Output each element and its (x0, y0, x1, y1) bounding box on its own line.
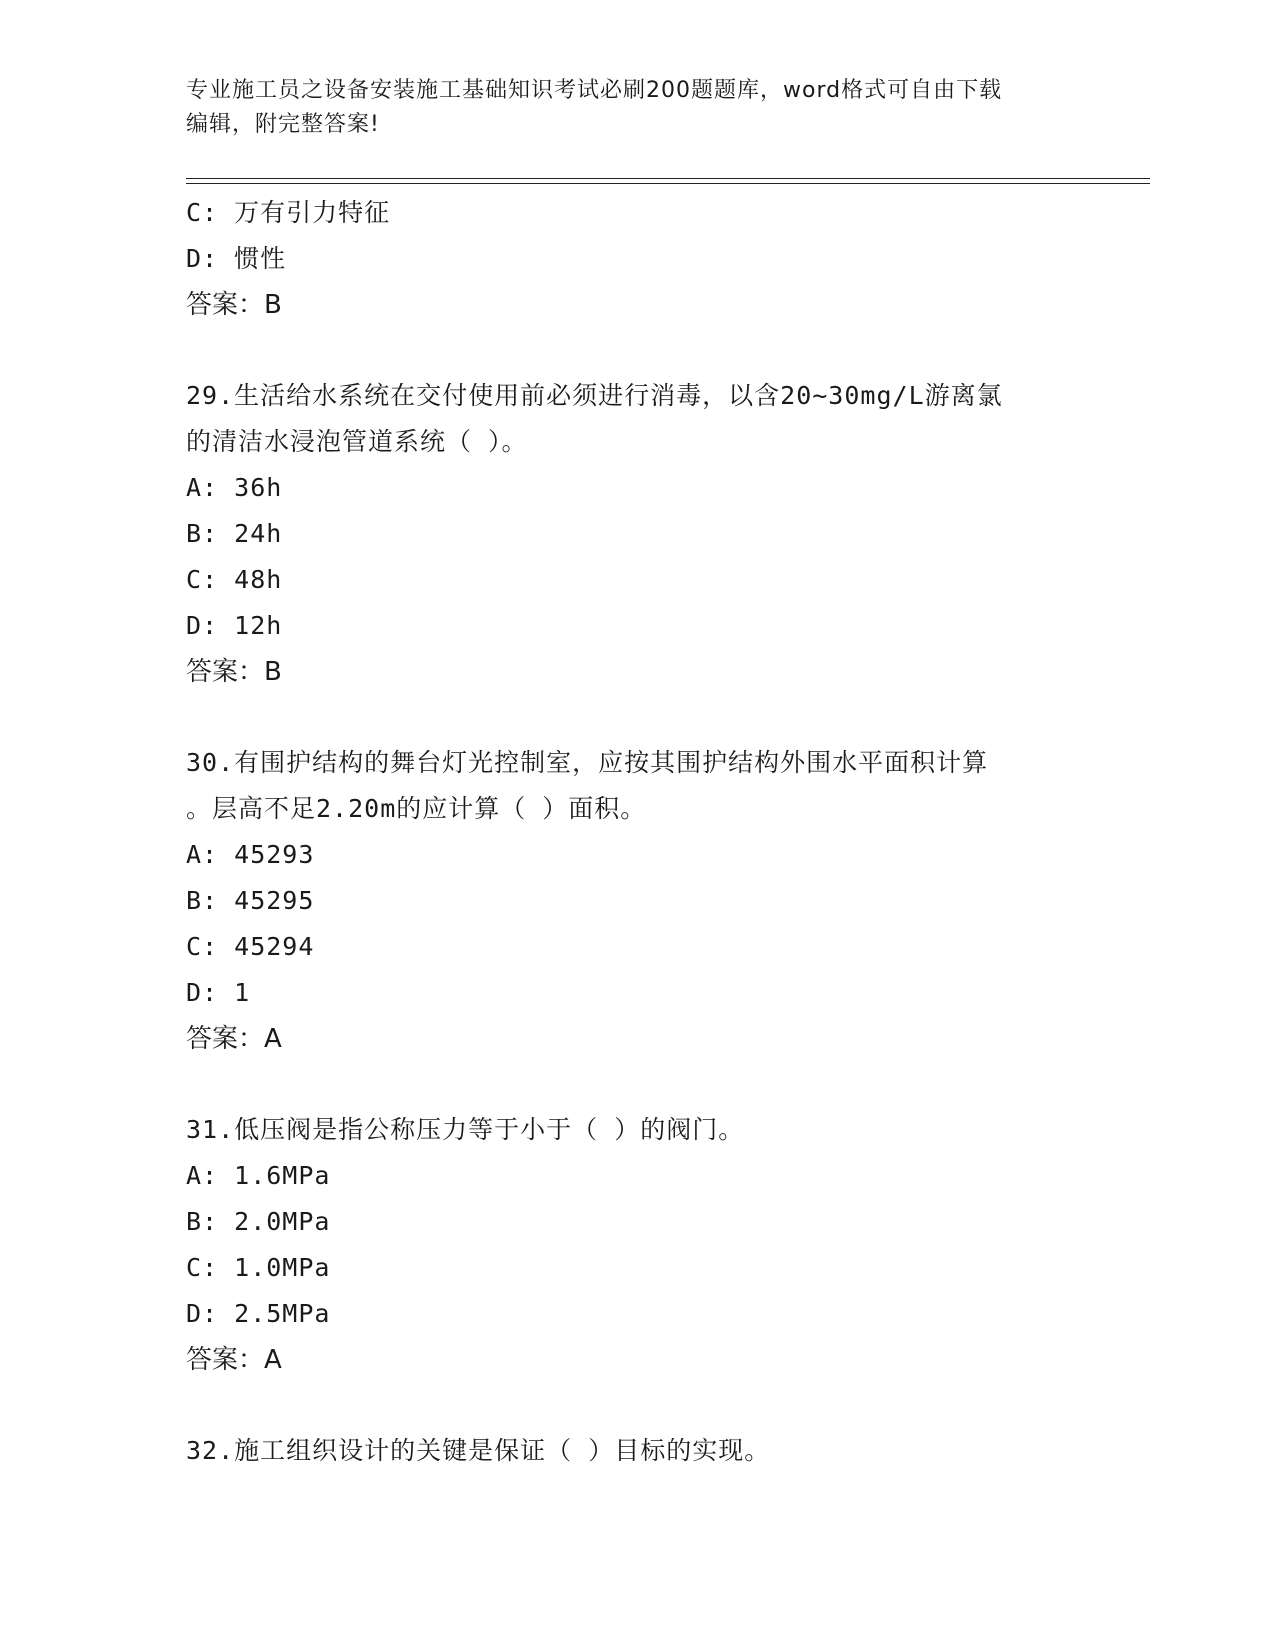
option-c: C: 万有引力特征 (186, 198, 391, 227)
option-a: A: 36h (186, 473, 283, 502)
question-stem-continued: 。层高不足2.20m的应计算（ ）面积。 (186, 794, 647, 823)
question-29 (186, 373, 1086, 695)
question-32 (186, 1428, 1086, 1474)
option-a: A: 45293 (186, 840, 315, 869)
answer-line: 答案：B (186, 657, 282, 687)
question-stem: 29.生活给水系统在交付使用前必须进行消毒，以含20~30mg/L游离氯 (186, 381, 1003, 410)
answer-line: 答案：A (186, 1345, 282, 1375)
option-b: B: 45295 (186, 886, 315, 915)
spacer (186, 1383, 1086, 1428)
header-divider-top (186, 178, 1150, 179)
question-stem-continued: 的清洁水浸泡管道系统（ ）。 (186, 427, 528, 456)
option-c: C: 1.0MPa (186, 1253, 331, 1282)
question-stem: 30.有围护结构的舞台灯光控制室，应按其围护结构外围水平面积计算 (186, 748, 989, 777)
option-d: D: 12h (186, 611, 283, 640)
question-30 (186, 740, 1086, 1062)
question-stem: 32.施工组织设计的关键是保证（ ）目标的实现。 (186, 1436, 771, 1465)
header-divider-bottom (186, 183, 1150, 184)
option-b: B: 24h (186, 519, 283, 548)
option-a: A: 1.6MPa (186, 1161, 331, 1190)
document-header (186, 74, 1086, 142)
spacer (186, 1062, 1086, 1107)
option-d: D: 1 (186, 978, 251, 1007)
question-list (186, 190, 1086, 1474)
header-title-line-1: 专业施工员之设备安装施工基础知识考试必刷200题题库，word格式可自由下载 (186, 78, 1003, 103)
question-31 (186, 1107, 1086, 1383)
option-c: C: 45294 (186, 932, 315, 961)
option-c: C: 48h (186, 565, 283, 594)
option-d: D: 惯性 (186, 244, 287, 273)
answer-line: 答案：B (186, 290, 282, 320)
option-b: B: 2.0MPa (186, 1207, 331, 1236)
spacer (186, 328, 1086, 373)
question-28-tail (186, 190, 1086, 328)
answer-line: 答案：A (186, 1024, 282, 1054)
header-title-line-2: 编辑，附完整答案! (186, 112, 380, 137)
question-stem: 31.低压阀是指公称压力等于小于（ ）的阀门。 (186, 1115, 745, 1144)
option-d: D: 2.5MPa (186, 1299, 331, 1328)
spacer (186, 695, 1086, 740)
